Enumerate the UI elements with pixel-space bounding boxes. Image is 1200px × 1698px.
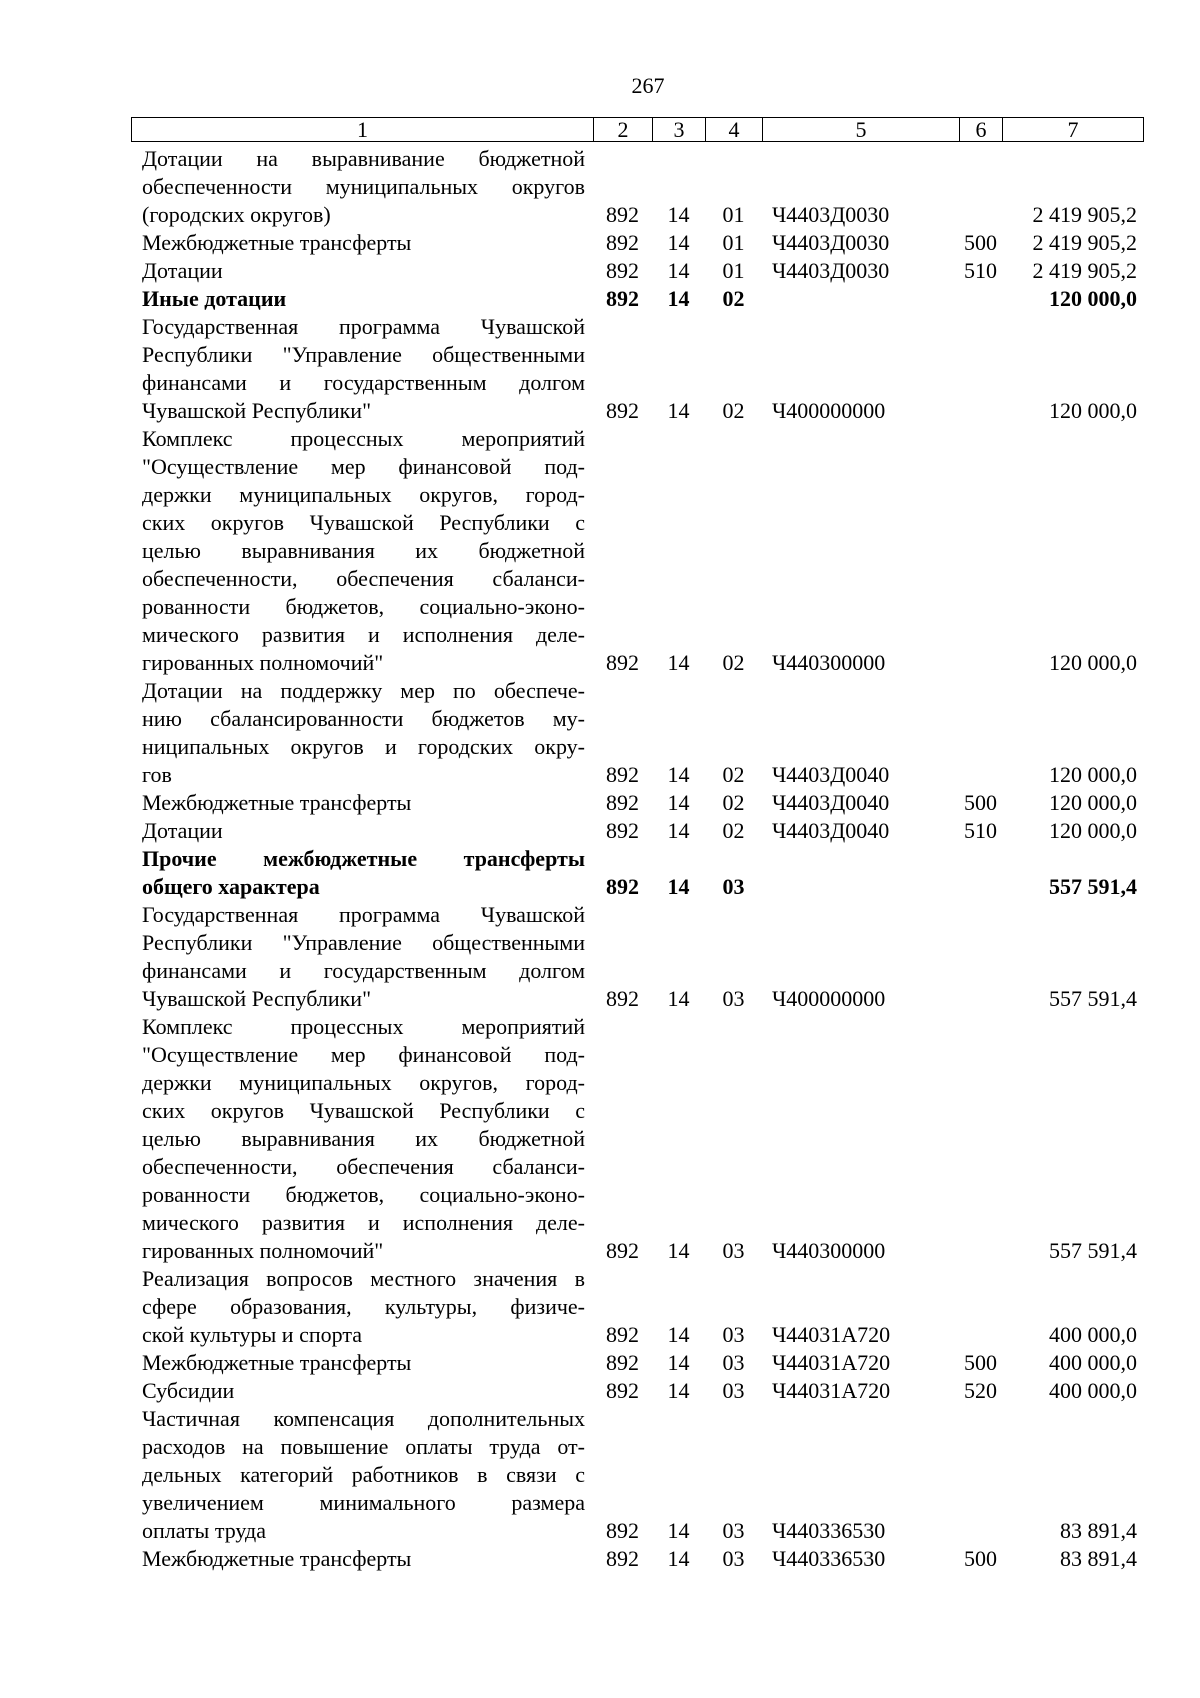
description-line: целью выравнивания их бюджетной (142, 538, 585, 563)
description-line: Комплекс процессных мероприятий (142, 426, 585, 451)
description-line: Межбюджетные трансферты (142, 1546, 412, 1571)
column-header-6: 6 (960, 118, 1003, 142)
target-article-cell: Ч4403Д0030 (772, 258, 890, 283)
ministry-code-cell: 892 (606, 1518, 639, 1543)
ministry-code-cell: 892 (606, 790, 639, 815)
table-row (131, 1349, 1143, 1377)
description-line: ских округов Чувашской Республики с (142, 1098, 585, 1123)
description-line: Дотации (142, 258, 223, 283)
target-article-cell (762, 845, 959, 901)
expense-type-cell (959, 1265, 1002, 1349)
target-article-cell: Ч44031А720 (772, 1350, 891, 1375)
description-line: Субсидии (142, 1378, 235, 1403)
row-description (131, 145, 593, 229)
subsection-code-cell: 01 (722, 202, 745, 227)
amount-cell: 557 591,4 (1049, 1238, 1137, 1263)
description-line: мического развития и исполнения деле- (142, 622, 585, 647)
description-line: увеличением минимального размера (142, 1490, 585, 1515)
description-line: "Осуществление мер финансовой под- (142, 1042, 585, 1067)
description-line: Комплекс процессных мероприятий (142, 1014, 585, 1039)
row-description (131, 1377, 593, 1405)
section-code-cell: 14 (667, 1238, 690, 1263)
row-description (131, 313, 593, 425)
row-description (131, 817, 593, 845)
section-code-cell: 14 (667, 818, 690, 843)
description-line: обеспеченности, обеспечения сбаланси- (142, 1154, 585, 1179)
table-row (131, 845, 1143, 901)
target-article-cell: Ч44031А720 (772, 1322, 891, 1347)
amount-cell: 400 000,0 (1049, 1322, 1137, 1347)
amount-cell: 400 000,0 (1049, 1350, 1137, 1375)
description-line: Государственная программа Чувашской (142, 902, 585, 927)
description-line: Частичная компенсация дополнительных (142, 1406, 585, 1431)
description-line: Реализация вопросов местного значения в (142, 1266, 585, 1291)
section-code-cell: 14 (667, 790, 690, 815)
expense-type-cell: 520 (964, 1378, 997, 1403)
expense-type-cell: 500 (964, 230, 997, 255)
section-code-cell: 14 (667, 1546, 690, 1571)
section-code-cell: 14 (667, 230, 690, 255)
column-header-1: 1 (132, 118, 594, 142)
target-article-cell: Ч440300000 (772, 650, 886, 675)
expense-type-cell: 500 (964, 790, 997, 815)
row-description (131, 285, 593, 313)
description-line: держки муниципальных округов, город- (142, 482, 585, 507)
row-description (131, 1545, 593, 1573)
description-line: держки муниципальных округов, город- (142, 1070, 585, 1095)
amount-cell: 83 891,4 (1060, 1518, 1137, 1543)
description-line: ских округов Чувашской Республики с (142, 510, 585, 535)
target-article-cell: Ч4403Д0040 (772, 818, 890, 843)
description-line: обеспеченности, обеспечения сбаланси- (142, 566, 585, 591)
table-row (131, 1405, 1143, 1545)
description-line: общего характера (142, 874, 320, 899)
amount-cell: 2 419 905,2 (1032, 230, 1137, 255)
description-line: ниципальных округов и городских окру- (142, 734, 585, 759)
description-line: Дотации на выравнивание бюджетной (142, 146, 585, 171)
description-line: Республики "Управление общественными (142, 930, 585, 955)
description-line: "Осуществление мер финансовой под- (142, 454, 585, 479)
target-article-cell: Ч44031А720 (772, 1378, 891, 1403)
description-line: Дотации на поддержку мер по обеспече- (142, 678, 585, 703)
description-line: нию сбалансированности бюджетов му- (142, 706, 585, 731)
column-header-5: 5 (763, 118, 960, 142)
column-header-4: 4 (706, 118, 763, 142)
description-line: финансами и государственным долгом (142, 958, 585, 983)
target-article-cell: Ч400000000 (772, 398, 886, 423)
subsection-code-cell: 02 (722, 818, 745, 843)
description-line: ской культуры и спорта (142, 1322, 362, 1347)
description-line: оплаты труда (142, 1518, 267, 1543)
target-article-cell: Ч4403Д0040 (772, 790, 890, 815)
description-line: Чувашской Республики" (142, 398, 372, 423)
table-row (131, 817, 1143, 845)
description-line: дельных категорий работников в связи с (142, 1462, 585, 1487)
target-article-cell: Ч440336530 (772, 1518, 886, 1543)
description-line: Государственная программа Чувашской (142, 314, 585, 339)
target-article-cell: Ч4403Д0030 (772, 230, 890, 255)
subsection-code-cell: 03 (722, 1322, 745, 1347)
subsection-code-cell: 02 (722, 398, 745, 423)
description-line: Чувашской Республики" (142, 986, 372, 1011)
expense-type-cell: 500 (964, 1546, 997, 1571)
subsection-code-cell: 03 (722, 986, 745, 1011)
description-line: расходов на повышение оплаты труда от- (142, 1434, 585, 1459)
section-code-cell: 14 (667, 202, 690, 227)
column-header-2: 2 (594, 118, 653, 142)
amount-cell: 83 891,4 (1060, 1546, 1137, 1571)
description-line: обеспеченности муниципальных округов (142, 174, 585, 199)
amount-cell: 2 419 905,2 (1032, 258, 1137, 283)
description-line: мического развития и исполнения деле- (142, 1210, 585, 1235)
target-article-cell (762, 285, 959, 313)
ministry-code-cell: 892 (606, 762, 639, 787)
section-code-cell: 14 (667, 1350, 690, 1375)
description-line: Межбюджетные трансферты (142, 230, 412, 255)
amount-cell: 557 591,4 (1049, 874, 1137, 899)
row-description (131, 1013, 593, 1265)
subsection-code-cell: 02 (722, 790, 745, 815)
ministry-code-cell: 892 (606, 398, 639, 423)
table-row (131, 789, 1143, 817)
description-line: гированных полномочий" (142, 650, 384, 675)
row-description (131, 1349, 593, 1377)
description-line: рованности бюджетов, социально-эконо- (142, 1182, 585, 1207)
subsection-code-cell: 01 (722, 230, 745, 255)
table-row (131, 145, 1143, 229)
amount-cell: 2 419 905,2 (1032, 202, 1137, 227)
ministry-code-cell: 892 (606, 258, 639, 283)
ministry-code-cell: 892 (606, 818, 639, 843)
table-row (131, 257, 1143, 285)
table-row (131, 901, 1143, 1013)
expense-type-cell (959, 425, 1002, 677)
column-header-7: 7 (1003, 118, 1144, 142)
expense-type-cell (959, 1013, 1002, 1265)
expense-type-cell (959, 845, 1002, 901)
ministry-code-cell: 892 (606, 650, 639, 675)
description-line: Прочие межбюджетные трансферты (142, 846, 585, 871)
target-article-cell: Ч4403Д0040 (772, 762, 890, 787)
subsection-code-cell: 03 (722, 874, 745, 899)
ministry-code-cell: 892 (606, 1350, 639, 1375)
description-line: гов (142, 762, 172, 787)
ministry-code-cell: 892 (606, 230, 639, 255)
section-code-cell: 14 (667, 986, 690, 1011)
section-code-cell: 14 (667, 398, 690, 423)
expense-type-cell (959, 677, 1002, 789)
expense-type-cell (959, 145, 1002, 229)
subsection-code-cell: 03 (722, 1378, 745, 1403)
page-number: 267 (631, 73, 665, 98)
section-code-cell: 14 (667, 650, 690, 675)
target-article-cell: Ч440336530 (772, 1546, 886, 1571)
ministry-code-cell: 892 (606, 1322, 639, 1347)
column-header-row (131, 117, 1144, 142)
section-code-cell: 14 (667, 762, 690, 787)
ministry-code-cell: 892 (606, 202, 639, 227)
row-description (131, 677, 593, 789)
section-code-cell: 14 (667, 286, 690, 311)
amount-cell: 120 000,0 (1049, 650, 1137, 675)
description-line: рованности бюджетов, социально-эконо- (142, 594, 585, 619)
section-code-cell: 14 (667, 874, 690, 899)
description-line: целью выравнивания их бюджетной (142, 1126, 585, 1151)
section-code-cell: 14 (667, 258, 690, 283)
section-code-cell: 14 (667, 1518, 690, 1543)
expense-type-cell (959, 1405, 1002, 1545)
row-description (131, 845, 593, 901)
table-row (131, 677, 1143, 789)
table-row (131, 313, 1143, 425)
expense-type-cell: 500 (964, 1350, 997, 1375)
subsection-code-cell: 03 (722, 1350, 745, 1375)
amount-cell: 400 000,0 (1049, 1378, 1137, 1403)
expense-type-cell (959, 285, 1002, 313)
ministry-code-cell: 892 (606, 1546, 639, 1571)
description-line: Дотации (142, 818, 223, 843)
subsection-code-cell: 02 (722, 762, 745, 787)
budget-table (131, 145, 1143, 1573)
row-description (131, 1265, 593, 1349)
amount-cell: 120 000,0 (1049, 286, 1137, 311)
row-description (131, 229, 593, 257)
row-description (131, 257, 593, 285)
table-row (131, 1013, 1143, 1265)
row-description (131, 789, 593, 817)
target-article-cell: Ч440300000 (772, 1238, 886, 1263)
subsection-code-cell: 03 (722, 1546, 745, 1571)
description-line: сфере образования, культуры, физиче- (142, 1294, 585, 1319)
column-header-3: 3 (653, 118, 706, 142)
subsection-code-cell: 02 (722, 286, 745, 311)
expense-type-cell (959, 901, 1002, 1013)
subsection-code-cell: 03 (722, 1238, 745, 1263)
ministry-code-cell: 892 (606, 286, 639, 311)
amount-cell: 120 000,0 (1049, 790, 1137, 815)
description-line: финансами и государственным долгом (142, 370, 585, 395)
expense-type-cell: 510 (964, 258, 997, 283)
description-line: Межбюджетные трансферты (142, 1350, 412, 1375)
table-row (131, 285, 1143, 313)
description-line: (городских округов) (142, 202, 331, 227)
table-row (131, 229, 1143, 257)
amount-cell: 120 000,0 (1049, 818, 1137, 843)
expense-type-cell: 510 (964, 818, 997, 843)
description-line: Иные дотации (142, 286, 287, 311)
row-description (131, 1405, 593, 1545)
subsection-code-cell: 02 (722, 650, 745, 675)
subsection-code-cell: 01 (722, 258, 745, 283)
ministry-code-cell: 892 (606, 1378, 639, 1403)
table-row (131, 1265, 1143, 1349)
ministry-code-cell: 892 (606, 874, 639, 899)
amount-cell: 120 000,0 (1049, 398, 1137, 423)
target-article-cell: Ч4403Д0030 (772, 202, 890, 227)
description-line: гированных полномочий" (142, 1238, 384, 1263)
ministry-code-cell: 892 (606, 986, 639, 1011)
table-row (131, 425, 1143, 677)
amount-cell: 557 591,4 (1049, 986, 1137, 1011)
ministry-code-cell: 892 (606, 1238, 639, 1263)
row-description (131, 425, 593, 677)
section-code-cell: 14 (667, 1322, 690, 1347)
subsection-code-cell: 03 (722, 1518, 745, 1543)
description-line: Межбюджетные трансферты (142, 790, 412, 815)
row-description (131, 901, 593, 1013)
expense-type-cell (959, 313, 1002, 425)
section-code-cell: 14 (667, 1378, 690, 1403)
table-row (131, 1545, 1143, 1573)
amount-cell: 120 000,0 (1049, 762, 1137, 787)
table-row (131, 1377, 1143, 1405)
target-article-cell: Ч400000000 (772, 986, 886, 1011)
description-line: Республики "Управление общественными (142, 342, 585, 367)
